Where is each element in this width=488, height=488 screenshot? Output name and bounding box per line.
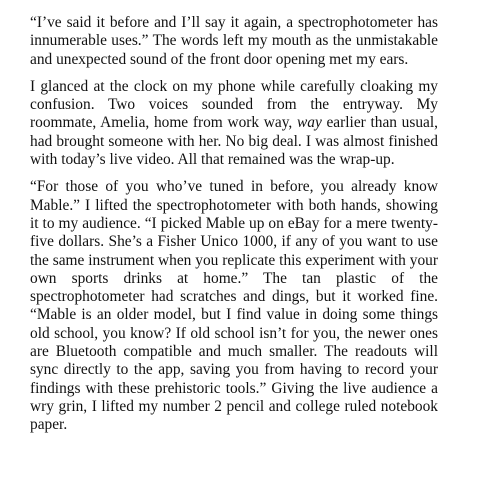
paragraph-2-text-before: I glanced at the clock on my phone while carefully cloaking my confusion. Two voices sounded from the entryway. My roommate, Amelia, home from work way, — [30, 77, 438, 132]
paragraph-2-text-after: earlier than usual, had brought someone with her. No big deal. I was almost finished with today’s live video. All that remained was the wrap-up. — [30, 114, 439, 169]
paragraph-3-text: “For those of you who’ve tuned in before, you already know Mable.” I lifted the spectrophotometer with both hands, showing it to my audience. “I picked Mable up on eBay for a mere twenty-five dollars. She’s a Fisher Unico 1000, if any of you want to use the same instrument when you replicate this experiment with your own sports drinks at home.” The tan plastic of the spectrophotometer had scratches and dings, but it worked fine. “Mable is an older model, but I find value in doing some things old school, you know? If old school isn’t for you, the newer ones are Bluetooth compatible and much smaller. The readouts will sync directly to the app, saving you from having to record your findings with these prehistoric tools.” Giving the live audience a wry grin, I lifted my number 2 pencil and college ruled notebook paper. — [30, 178, 438, 434]
paragraph-2 — [30, 78, 438, 169]
paragraph-2-emphasis: way — [296, 114, 322, 132]
paragraph-3 — [30, 178, 438, 434]
paragraph-1 — [30, 14, 438, 69]
paragraph-1-text: “I’ve said it before and I’ll say it again, a spectrophotometer has innumerable uses.” The words left my mouth as the unmistakable and unexpected sound of the front door opening met my ears. — [30, 14, 438, 68]
